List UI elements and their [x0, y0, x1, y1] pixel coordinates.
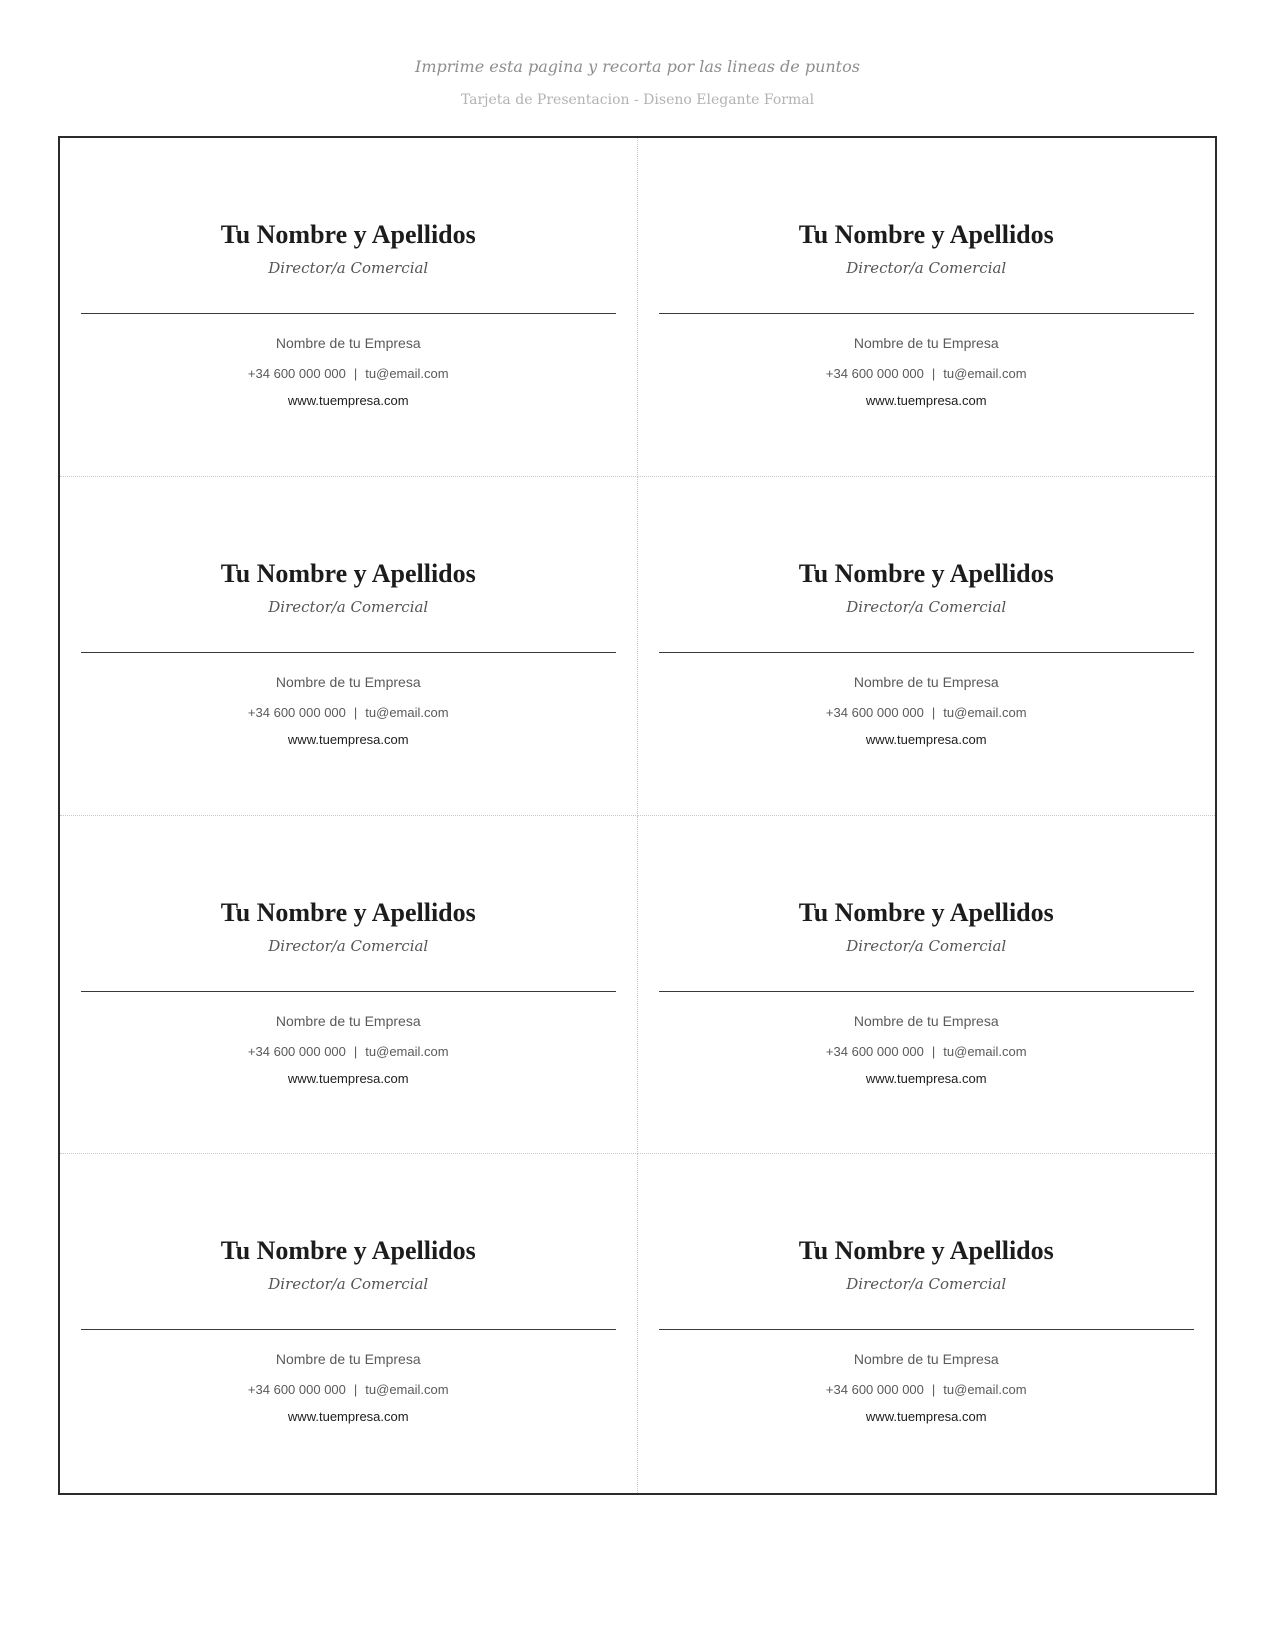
card-divider	[659, 652, 1195, 653]
card-contact-line	[638, 1045, 1216, 1058]
card-role: Director/a Comercial	[846, 597, 1007, 616]
card-phone: +34 600 000 000	[247, 1382, 346, 1398]
card-name: Tu Nombre y Apellidos	[798, 1236, 1054, 1266]
card-name: Tu Nombre y Apellidos	[798, 220, 1054, 249]
card-role: Director/a Comercial	[846, 259, 1007, 277]
business-card	[60, 816, 638, 1155]
card-contact-line	[638, 1383, 1216, 1396]
business-card	[60, 477, 638, 816]
card-contact-line	[638, 367, 1216, 380]
card-website: www.tuempresa.com	[865, 1409, 987, 1425]
card-contact-line	[60, 1383, 637, 1396]
card-divider	[81, 991, 616, 992]
card-role: Director/a Comercial	[268, 1275, 429, 1294]
print-instruction: Imprime esta pagina y recorta por las lineas de puntos	[415, 57, 860, 76]
card-name: Tu Nombre y Apellidos	[220, 558, 476, 588]
card-company: Nombre de tu Empresa	[853, 673, 999, 690]
card-name: Tu Nombre y Apellidos	[220, 897, 476, 927]
card-contact-line	[60, 367, 637, 380]
business-card	[638, 477, 1216, 816]
card-email: tu@email.com	[943, 1043, 1027, 1059]
contact-separator: |	[353, 1043, 358, 1059]
card-divider	[659, 313, 1195, 314]
business-card	[638, 138, 1216, 477]
card-phone: +34 600 000 000	[825, 1382, 924, 1398]
card-role: Director/a Comercial	[268, 259, 429, 277]
card-website: www.tuempresa.com	[287, 1070, 409, 1086]
card-role: Director/a Comercial	[846, 1275, 1007, 1294]
card-email: tu@email.com	[943, 366, 1027, 381]
card-name: Tu Nombre y Apellidos	[220, 220, 476, 249]
card-contact-line	[60, 706, 637, 719]
business-card	[60, 1154, 638, 1493]
card-website: www.tuempresa.com	[287, 1409, 409, 1425]
card-name: Tu Nombre y Apellidos	[798, 558, 1054, 588]
card-company: Nombre de tu Empresa	[853, 1351, 999, 1368]
card-website: www.tuempresa.com	[865, 1070, 987, 1086]
card-divider	[81, 1329, 616, 1330]
card-phone: +34 600 000 000	[247, 366, 346, 381]
card-company: Nombre de tu Empresa	[275, 335, 421, 351]
card-role: Director/a Comercial	[268, 936, 429, 955]
card-company: Nombre de tu Empresa	[275, 1351, 421, 1368]
business-card	[638, 816, 1216, 1155]
contact-separator: |	[353, 704, 358, 720]
card-email: tu@email.com	[365, 1382, 449, 1398]
card-email: tu@email.com	[365, 366, 449, 381]
card-role: Director/a Comercial	[268, 597, 429, 616]
card-contact-line	[638, 706, 1216, 719]
card-email: tu@email.com	[943, 704, 1027, 720]
card-phone: +34 600 000 000	[825, 704, 924, 720]
card-divider	[81, 313, 616, 314]
card-name: Tu Nombre y Apellidos	[798, 897, 1054, 927]
contact-separator: |	[353, 1382, 358, 1398]
card-sheet	[58, 136, 1217, 1495]
card-email: tu@email.com	[943, 1382, 1027, 1398]
contact-separator: |	[931, 1043, 936, 1059]
card-website: www.tuempresa.com	[287, 731, 409, 747]
card-phone: +34 600 000 000	[247, 1043, 346, 1059]
contact-separator: |	[353, 366, 358, 381]
card-role: Director/a Comercial	[846, 936, 1007, 955]
card-website: www.tuempresa.com	[287, 393, 409, 408]
business-card	[638, 1154, 1216, 1493]
card-contact-line	[60, 1045, 637, 1058]
card-company: Nombre de tu Empresa	[853, 1012, 999, 1029]
card-phone: +34 600 000 000	[825, 366, 924, 381]
card-phone: +34 600 000 000	[825, 1043, 924, 1059]
card-company: Nombre de tu Empresa	[853, 335, 999, 351]
card-divider	[659, 991, 1195, 992]
card-divider	[81, 652, 616, 653]
card-website: www.tuempresa.com	[865, 731, 987, 747]
business-card	[60, 138, 638, 477]
page-subtitle: Tarjeta de Presentacion - Diseno Elegante Formal	[460, 92, 815, 108]
card-website: www.tuempresa.com	[865, 393, 987, 408]
card-name: Tu Nombre y Apellidos	[220, 1236, 476, 1266]
contact-separator: |	[931, 704, 936, 720]
card-email: tu@email.com	[365, 704, 449, 720]
card-company: Nombre de tu Empresa	[275, 1012, 421, 1029]
card-company: Nombre de tu Empresa	[275, 673, 421, 690]
card-phone: +34 600 000 000	[247, 704, 346, 720]
contact-separator: |	[931, 366, 936, 381]
card-divider	[659, 1329, 1195, 1330]
card-email: tu@email.com	[365, 1043, 449, 1059]
contact-separator: |	[931, 1382, 936, 1398]
